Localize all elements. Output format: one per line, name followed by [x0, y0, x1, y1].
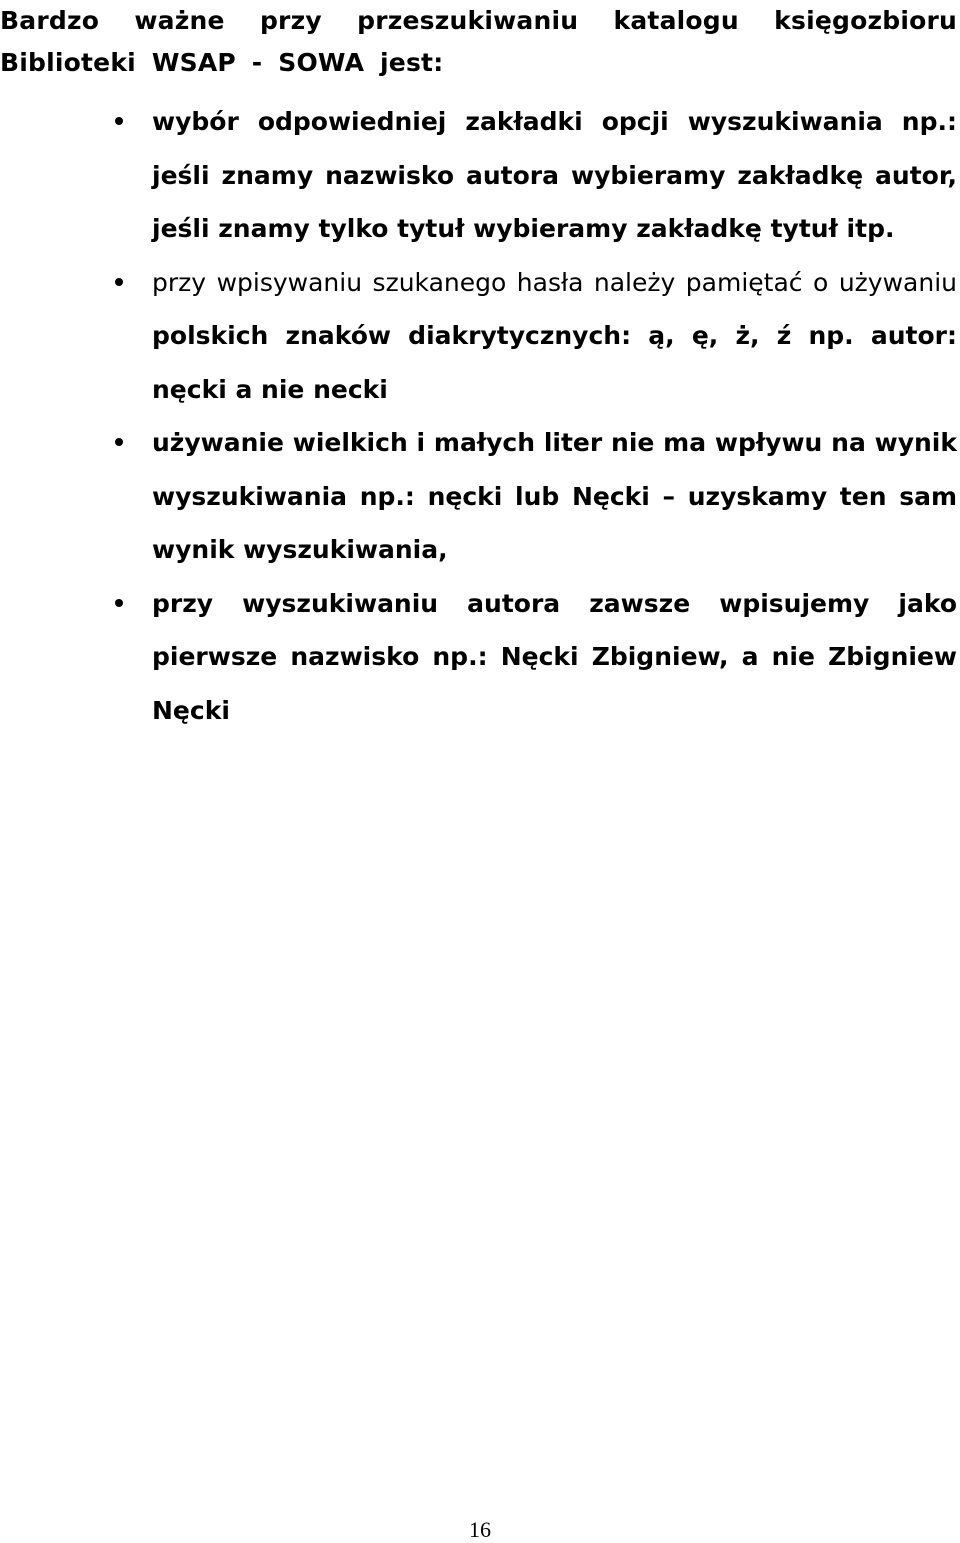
list-item-text: przy wyszukiwaniu autora zawsze wpisujemy jako pierwsze nazwisko np.: Nęcki Zbigniew, a nie Zbigniew Nęcki	[152, 588, 957, 725]
bullet-icon	[115, 278, 123, 286]
page-number: 16	[469, 1517, 491, 1542]
bullet-icon	[115, 438, 123, 446]
list-item-text: używanie wielkich i małych liter nie ma wpływu na wynik wyszukiwania np.: nęcki lub Nęcki – uzyskamy ten sam wynik wyszukiwania,	[152, 428, 957, 564]
list-item-diacritics	[0, 256, 957, 417]
list-item-tab-choice	[0, 95, 957, 256]
list-item-author-order	[0, 577, 957, 738]
intro-paragraph: Bardzo ważne przy przeszukiwaniu katalogu księgozbioru Biblioteki WSAP - SOWA jest:	[0, 6, 957, 77]
list-item-text: wybór odpowiedniej zakładki opcji wyszukiwania np.: jeśli znamy nazwisko autora wybieramy zakładkę autor, jeśli znamy tylko tytuł wybieramy zakładkę tytuł itp.	[152, 107, 957, 243]
bullet-icon	[115, 117, 123, 125]
list-item-text-bold: polskich znaków diakrytycznych: ą, ę, ż, ź np. autor: nęcki a nie necki	[152, 321, 957, 404]
list-item-text-normal: przy wpisywaniu szukanego hasła należy pamiętać o używaniu	[152, 267, 957, 297]
bullet-list	[0, 95, 957, 737]
bullet-icon	[115, 599, 123, 607]
list-item-letter-case	[0, 416, 957, 577]
list-item-text	[152, 256, 957, 417]
